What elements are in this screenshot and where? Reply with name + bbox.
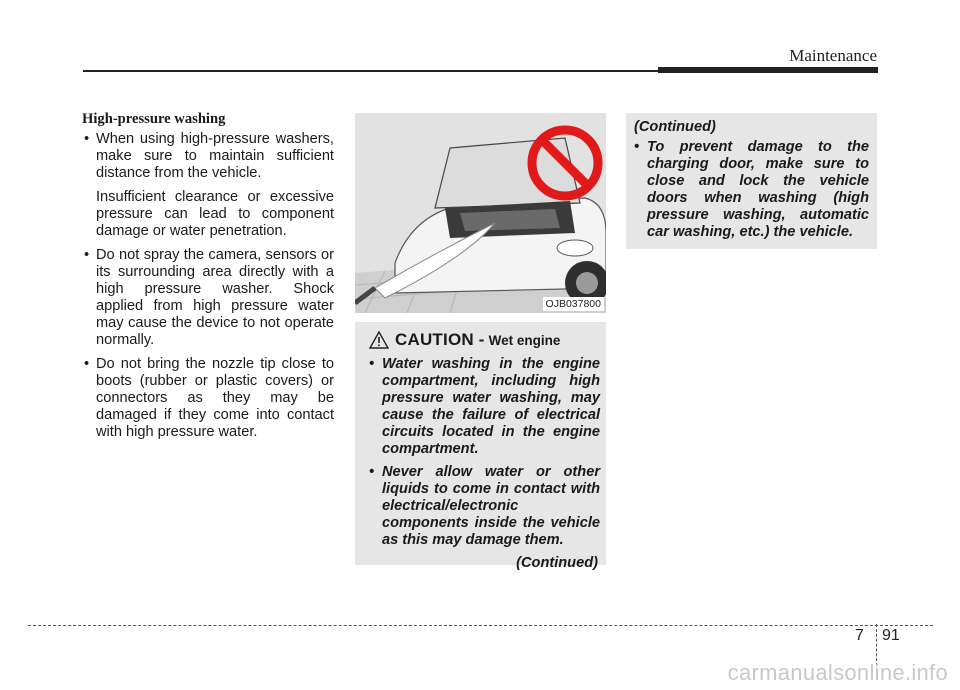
- bullet: •: [84, 356, 90, 372]
- caution-item-text: Never allow water or other liquids to come in contact with electrical/electronic components inside the vehicle as this may damage them.: [382, 464, 600, 548]
- chapter-number: 7: [855, 627, 864, 644]
- caution-box: [355, 322, 606, 571]
- bullet: •: [369, 464, 375, 480]
- continued-item-text: To prevent damage to the charging door, make sure to close and lock the vehicle doors when washing (high pressure washing, automatic car washing, etc.) the vehicle.: [647, 139, 869, 240]
- car-hood-open-illustration: [355, 113, 606, 313]
- caution-list: [369, 356, 600, 549]
- bullet: •: [84, 247, 90, 263]
- continued-box: [626, 113, 877, 249]
- engine-washing-illustration: [355, 113, 606, 313]
- watermark: carmanualsonline.info: [727, 660, 948, 685]
- left-column: [82, 111, 334, 448]
- caution-title: CAUTION -: [395, 330, 485, 349]
- instruction-list: [82, 131, 334, 441]
- list-item-extra: Insufficient clearance or excessive pressure can lead to component damage or water penetration.: [96, 189, 334, 239]
- list-item-text: Do not bring the nozzle tip close to boots (rubber or plastic covers) or connectors as they may be damaged if they come into contact with high pressure water.: [96, 356, 334, 440]
- section-title: Maintenance: [789, 46, 877, 65]
- list-item: [82, 247, 334, 349]
- caution-item: [369, 464, 600, 549]
- list-item-text: When using high-pressure washers, make sure to maintain sufficient distance from the vehicle.: [96, 131, 334, 181]
- continued-label: (Continued): [516, 555, 598, 571]
- bullet: •: [369, 356, 375, 372]
- caution-item-text: Water washing in the engine compartment, including high pressure water washing, may cause the failure of electrical circuits located in the engine compartment.: [382, 356, 600, 457]
- continued-item: [634, 139, 869, 241]
- list-item: [82, 356, 334, 441]
- section-heading: High-pressure washing: [82, 111, 226, 127]
- figure-label: OJB037800: [543, 297, 604, 311]
- caution-header: [369, 330, 600, 350]
- warning-triangle-icon: [369, 331, 389, 349]
- caution-subtitle: Wet engine: [488, 332, 561, 348]
- footer-rule: [28, 625, 933, 626]
- list-item: [82, 131, 334, 240]
- caution-item: [369, 356, 600, 458]
- continued-heading: (Continued): [634, 119, 716, 135]
- continued-list: [634, 139, 869, 241]
- list-item-text: Do not spray the camera, sensors or its surrounding area directly with a high pressure washer. Shock applied from high pressure water may cause the device to not operate normally.: [96, 247, 334, 348]
- bullet: •: [84, 131, 90, 147]
- header-rule: [83, 70, 663, 72]
- header-rule-accent: [658, 67, 878, 73]
- bullet: •: [634, 139, 640, 155]
- page-number: 91: [882, 627, 900, 644]
